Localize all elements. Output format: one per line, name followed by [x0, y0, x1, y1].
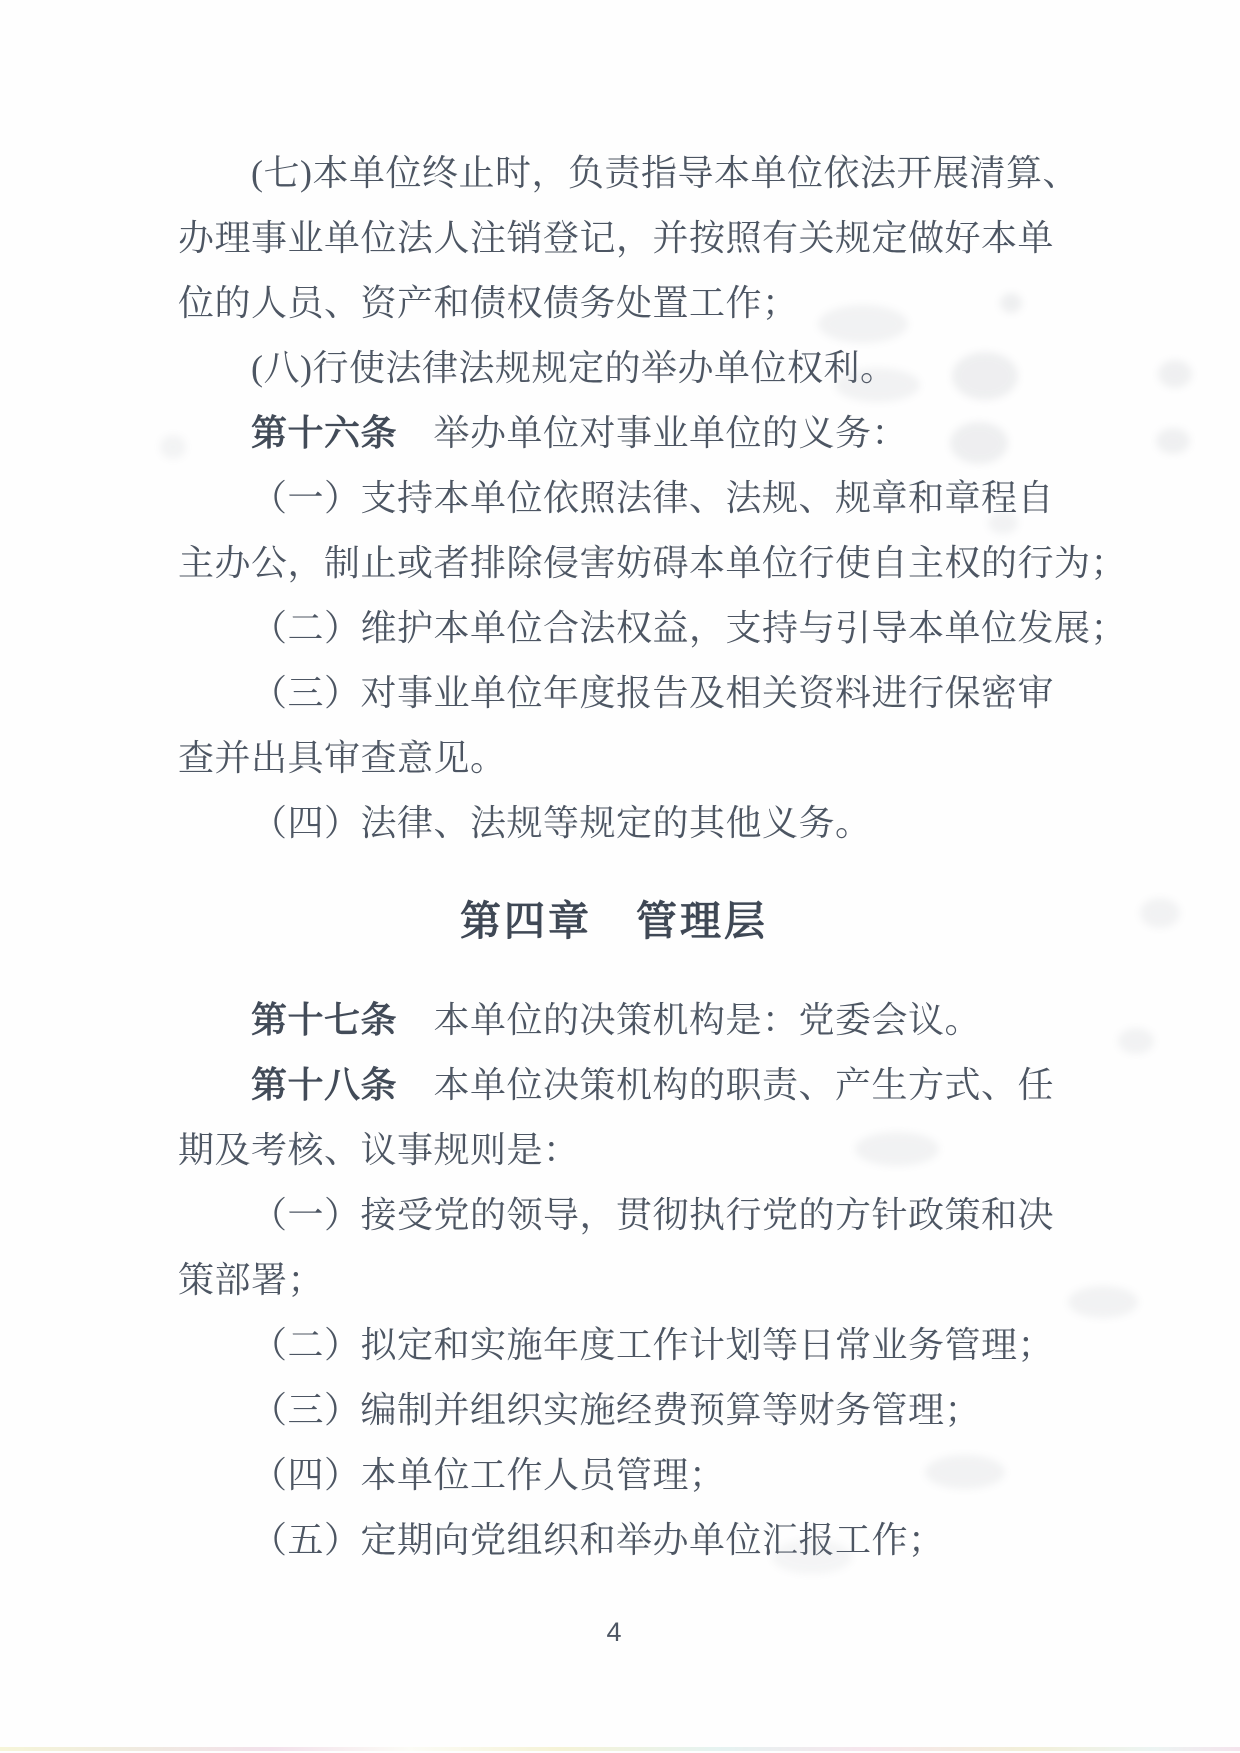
bleedthrough-smudge — [925, 1455, 1005, 1489]
article-number: 第十六条 — [251, 413, 398, 453]
document-body — [178, 141, 1128, 1665]
line-text: 本单位的决策机构是：党委会议。 — [397, 1000, 982, 1040]
bleedthrough-smudge — [1068, 1286, 1138, 1318]
text-line — [178, 531, 1128, 596]
bleedthrough-smudge — [1000, 293, 1022, 313]
line-text: （三）编制并组织实施经费预算等财务管理； — [251, 1390, 982, 1430]
text-line — [178, 206, 1055, 271]
line-text: 策部署； — [178, 1260, 325, 1300]
bleedthrough-smudge — [160, 435, 186, 459]
line-text: 查并出具审查意见。 — [178, 738, 507, 778]
bleedthrough-smudge — [950, 422, 1008, 464]
text-line-article-17 — [178, 988, 1050, 1053]
article-number: 第十八条 — [251, 1065, 398, 1105]
scanner-edge-artifact — [0, 1747, 1240, 1751]
chapter-heading: 第四章 管理层 — [460, 898, 768, 944]
line-text: 主办公，制止或者排除侵害妨碍本单位行使自主权的行为； — [178, 543, 1128, 583]
line-text: 本单位决策机构的职责、产生方式、任 — [397, 1065, 1055, 1105]
line-text: 举办单位对事业单位的义务： — [397, 413, 909, 453]
text-line — [178, 596, 1128, 661]
page-number: 4 — [606, 1617, 622, 1647]
text-line — [178, 1313, 1055, 1378]
bleedthrough-smudge — [772, 1540, 852, 1574]
text-line — [178, 141, 1079, 206]
line-text: （三）对事业单位年度报告及相关资料进行保密审 — [251, 673, 1055, 713]
line-text: 办理事业单位法人注销登记，并按照有关规定做好本单 — [178, 218, 1055, 258]
line-text: （五）定期向党组织和举办单位汇报工作； — [251, 1520, 945, 1560]
text-line — [178, 1443, 1050, 1508]
text-line — [178, 1248, 1050, 1313]
text-line — [178, 271, 1050, 336]
line-text: （二）拟定和实施年度工作计划等日常业务管理； — [251, 1325, 1055, 1365]
bleedthrough-smudge — [835, 368, 920, 402]
bleedthrough-smudge — [818, 305, 908, 343]
line-text: (八)行使法律法规规定的举办单位权利。 — [251, 348, 897, 388]
line-text: （一）支持本单位依照法律、法规、规章和章程自 — [251, 478, 1055, 518]
article-number: 第十七条 — [251, 1000, 398, 1040]
bleedthrough-smudge — [988, 512, 1018, 534]
text-line-article-16 — [178, 401, 1050, 466]
text-line — [178, 726, 1050, 791]
text-line-article-18 — [178, 1053, 1055, 1118]
text-line — [178, 1183, 1055, 1248]
bleedthrough-smudge — [1158, 360, 1192, 388]
text-line — [178, 791, 1050, 856]
bleedthrough-smudge — [1140, 898, 1180, 928]
line-text: 期及考核、议事规则是： — [178, 1130, 580, 1170]
bleedthrough-smudge — [1156, 428, 1190, 454]
bleedthrough-smudge — [952, 352, 1018, 400]
text-line — [178, 1508, 1050, 1573]
line-text: （四）本单位工作人员管理； — [251, 1455, 726, 1495]
text-line — [178, 661, 1055, 726]
line-text: （一）接受党的领导，贯彻执行党的方针政策和决 — [251, 1195, 1055, 1235]
text-line — [178, 466, 1055, 531]
bleedthrough-smudge — [855, 1132, 939, 1166]
text-line — [178, 1378, 1050, 1443]
line-text: 位的人员、资产和债权债务处置工作； — [178, 283, 799, 323]
line-text: (七)本单位终止时，负责指导本单位依法开展清算、 — [251, 153, 1079, 193]
line-text: （二）维护本单位合法权益，支持与引导本单位发展； — [251, 608, 1128, 648]
bleedthrough-smudge — [1118, 1028, 1154, 1054]
text-line — [178, 336, 1050, 401]
line-text: （四）法律、法规等规定的其他义务。 — [251, 803, 872, 843]
